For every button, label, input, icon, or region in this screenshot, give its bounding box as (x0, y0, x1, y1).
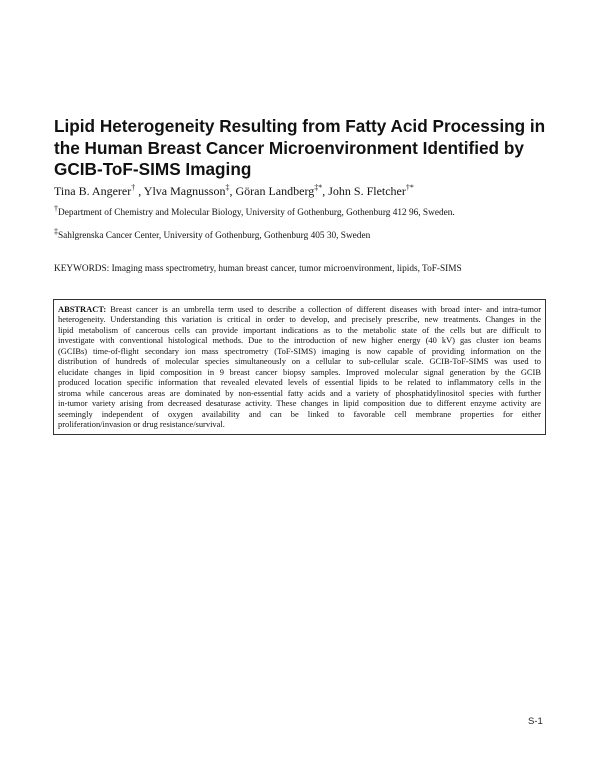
page-number: S-1 (528, 716, 543, 727)
paper-title (54, 116, 554, 181)
affiliation-text: Sahlgrenska Cancer Center, University of Gothenburg, Gothenburg 405 30, Sweden (58, 231, 371, 241)
title-line: the Human Breast Cancer Microenvironment Identified by (54, 137, 524, 158)
abstract-line: produced location specific information that revealed elevated levels of essential lipids to be related to inflammatory cells in the (58, 377, 541, 388)
affiliation (54, 203, 554, 220)
author-name: John S. Fletcher (328, 184, 406, 198)
author-list (54, 183, 554, 199)
author-separator: , (229, 184, 236, 198)
abstract-box (53, 299, 546, 435)
author-separator: , (322, 184, 329, 198)
abstract-line: in-tumor variety arising from decreased desaturase activity. These changes in lipid composition due to different enzyme activity are (58, 398, 541, 409)
author-mark: † (131, 183, 136, 192)
author-mark: †* (405, 183, 414, 192)
abstract-line: elucidate changes in lipid composition in 9 breast cancer biopsy samples. Improved molecular signal generation by the GCIB (58, 366, 541, 377)
abstract-line: stroma while cancerous areas are dominated by non-essential fatty acids and a variety of phosphatidylinositol species with further (58, 387, 541, 398)
abstract-text: Breast cancer is an umbrella term used to describe a collection of different diseases with broad inter- and intra-tumor (106, 304, 541, 314)
affiliation (54, 226, 554, 243)
abstract-line (58, 304, 541, 314)
author-name: Ylva Magnusson (143, 184, 226, 198)
author-mark: ‡* (314, 183, 323, 192)
author-separator: , (135, 184, 144, 198)
keywords: KEYWORDS: Imaging mass spectrometry, human breast cancer, tumor microenvironment, lipids, ToF-SIMS (54, 264, 462, 274)
author-mark: ‡ (225, 183, 230, 192)
affiliation-mark: † (54, 203, 58, 213)
author-name: Göran Landberg (235, 184, 315, 198)
abstract-line: proliferation/invasion or drug resistance/survival. (58, 418, 225, 429)
affiliation-mark: ‡ (54, 226, 58, 236)
abstract-label: ABSTRACT: (58, 304, 107, 314)
abstract-line: (GCIBs) time-of-flight secondary ion mass spectrometry (ToF-SIMS) imaging is now capable of providing information on the (58, 345, 541, 356)
abstract-line: seemingly independent of oxygen availability and can be linked to favorable cell membrane properties for either (58, 408, 541, 419)
abstract-line: lipid metabolism of cancerous cells can provide important indications as to the metabolic state of the cells but are difficult to (58, 324, 541, 335)
abstract-line: heterogeneity. Understanding this variation is critical in order to develop, and precisely prescribe, new treatments. Changes in the (58, 314, 541, 325)
author-name: Tina B. Angerer (54, 184, 132, 198)
title-line: Lipid Heterogeneity Resulting from Fatty Acid Processing in (54, 116, 546, 136)
title-line: GCIB-ToF-SIMS Imaging (54, 159, 252, 179)
abstract-line: distribution of hundreds of molecular species simultaneously on a cellular to sub-cellular scale. GCIB-ToF-SIMS was used to (58, 356, 541, 367)
abstract-line: investigate with conventional histological methods. Due to the introduction of new higher energy (40 kV) gas cluster ion beams (58, 335, 541, 346)
affiliation-text: Department of Chemistry and Molecular Biology, University of Gothenburg, Gothenburg 412 96, Sweden. (58, 208, 455, 218)
